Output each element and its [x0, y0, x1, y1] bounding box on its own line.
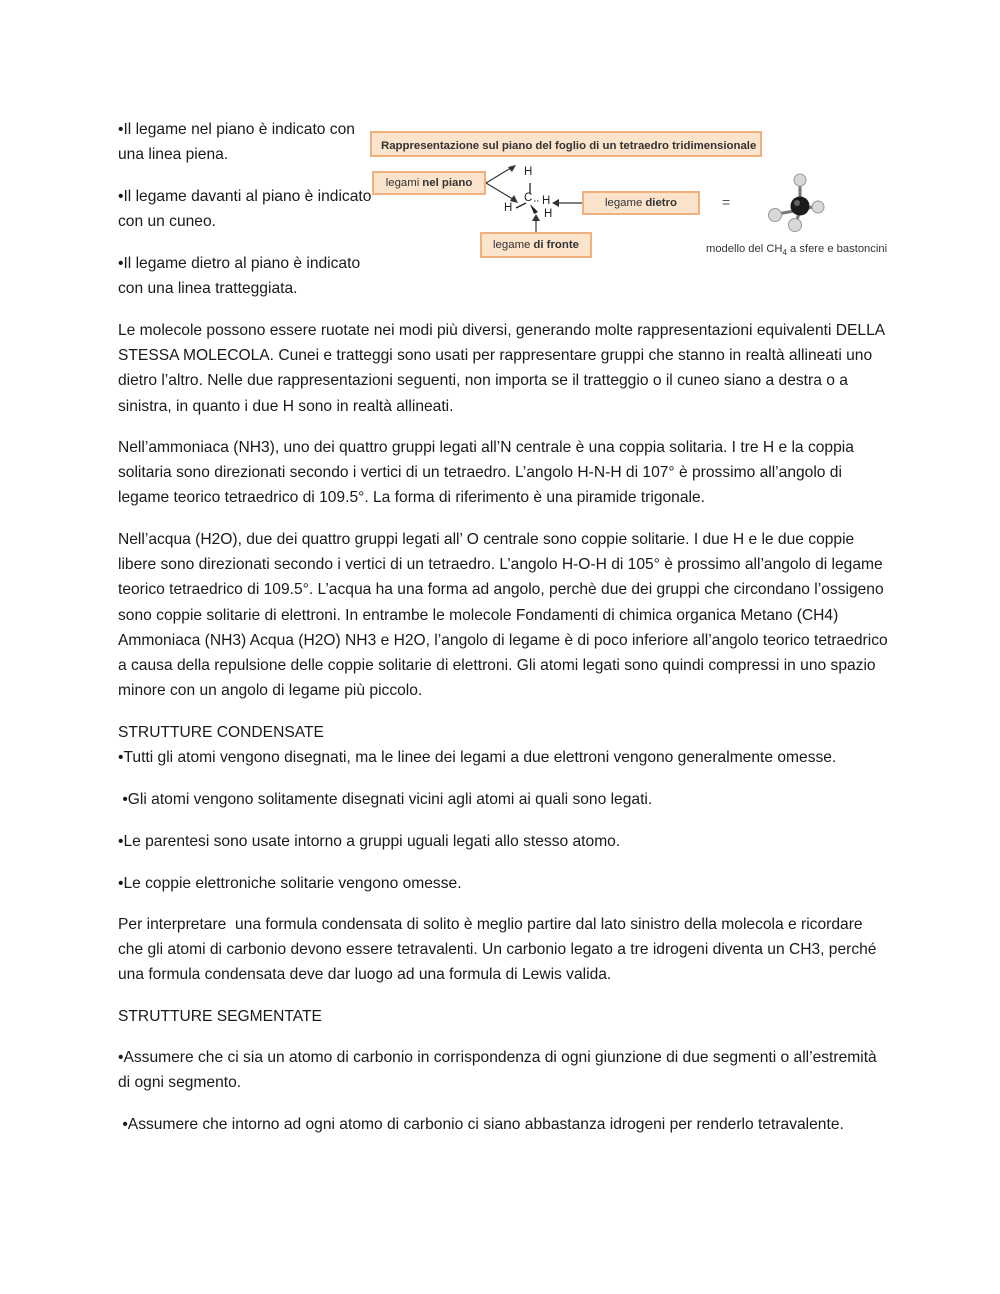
- atom-h-right: H: [542, 195, 551, 207]
- figure-title: Rappresentazione sul piano del foglio di un tetraedro tridimensionale: [381, 140, 757, 152]
- figure-caption: [706, 243, 887, 257]
- equals-sign: =: [722, 194, 731, 210]
- caption-before: modello del CH: [706, 243, 783, 255]
- caption-after: a sfere e bastoncini: [786, 243, 888, 255]
- tetrahedron-figure: [366, 128, 902, 268]
- hydrogen-ball-front: [789, 219, 802, 232]
- arrow-behind-head: [552, 199, 559, 207]
- arrow-front-head: [532, 214, 540, 221]
- segmented-bullet-1: •Assumere che ci sia un atomo di carbonio in corrispondenza di ogni giunzione di due segmenti o all’estremità di ogni segmento.: [118, 1049, 877, 1092]
- paragraph-rotation: Le molecole possono essere ruotate nei modi più diversi, generando molte rappresentazioni equivalenti DELLA STESSA MOLECOLA. Cunei e tratteggi sono usati per rappresentare gruppi che stanno in realtà allineati uno dietro l’altro. Nelle due rappresentazioni seguenti, non importa se il tratteggio o il cuneo siano a destra o a sinistra, in quanto i due H sono in realtà allineati.: [118, 322, 885, 415]
- condensed-bullet-2: •Gli atomi vengono solitamente disegnati vicini agli atomi ai quali sono legati.: [118, 791, 653, 808]
- label-front-bold: di fronte: [533, 239, 579, 251]
- caption-sub: 4: [782, 248, 787, 258]
- condensed-bullet-4: •Le coppie elettroniche solitarie vengono omesse.: [118, 875, 462, 892]
- condensed-bullet-1: •Tutti gli atomi vengono disegnati, ma le linee dei legami a due elettroni vengono generalmente omesse.: [118, 749, 837, 766]
- paragraph-condensed: Per interpretare una formula condensata di solito è meglio partire dal lato sinistro della molecola e ricordare che gli atomi di carbonio devono essere tetravalenti. Un carbonio legato a tre idrogeni diventa un CH3, perché una formula condensata deve dar luogo ad una formula di Lewis valida.: [118, 916, 881, 984]
- heading-condensed: STRUTTURE CONDENSATE: [118, 724, 324, 741]
- heading-segmented: STRUTTURE SEGMENTATE: [118, 1008, 322, 1025]
- condensed-bullet-3: •Le parentesi sono usate intorno a gruppi uguali legati allo stesso atomo.: [118, 833, 621, 850]
- atom-h-left: H: [504, 202, 513, 214]
- label-behind-prefix: legame: [604, 197, 643, 209]
- label-in-plane-prefix: legami: [385, 177, 420, 189]
- hydrogen-ball-left: [769, 209, 782, 222]
- arrow-in-plane: [486, 183, 516, 201]
- bullet-in-plane: •Il legame nel piano è indicato con una linea piena.: [118, 121, 355, 164]
- atom-h-bottom: H: [544, 208, 553, 220]
- atom-h-top: H: [524, 166, 533, 178]
- hydrogen-ball-right: [812, 201, 824, 213]
- bond-wedge: [530, 204, 538, 214]
- carbon-ball-highlight: [794, 200, 800, 206]
- segmented-bullet-2: •Assumere che intorno ad ogni atomo di carbonio ci siano abbastanza idrogeni per renderlo tetravalente.: [118, 1116, 844, 1133]
- atom-c: C: [524, 192, 533, 204]
- label-front-prefix: legame: [493, 239, 531, 251]
- label-in-plane-bold: nel piano: [422, 177, 473, 189]
- paragraph-ammonia: Nell’ammoniaca (NH3), uno dei quattro gruppi legati all’N centrale è una coppia solitaria. I tre H e la coppia solitaria sono direzionati secondo i vertici di un tetraedro. L’angolo H-N-H di 107° è prossimo all’angolo di legame teorico tetraedrico di 109.5°. La forma di riferimento è una piramide trigonale.: [118, 439, 854, 507]
- bullet-front: •Il legame davanti al piano è indicato con un cuneo.: [118, 188, 372, 231]
- hydrogen-ball-top: [794, 174, 806, 186]
- carbon-ball: [791, 197, 810, 216]
- label-behind-bold: dietro: [645, 197, 677, 209]
- bullet-behind: •Il legame dietro al piano è indicato con una linea tratteggiata.: [118, 255, 361, 298]
- paragraph-water: Nell’acqua (H2O), due dei quattro gruppi legati all’ O centrale sono coppie solitarie. I due H e le due coppie libere sono direzionati secondo i vertici di un tetraedro. L’angolo H-O-H di 105° è prossimo all’angolo di legame teorico tetraedrico di 109.5°. L’acqua ha una forma ad angolo, perchè due dei gruppi che circondano l’ossigeno sono coppie solitarie di elettroni. In entrambe le molecole Fondamenti di chimica organica Metano (CH4) Ammoniaca (NH3) Acqua (H2O) NH3 e H2O, l’angolo di legame è di poco inferiore all’angolo teorico tetraedrico a causa della repulsione delle coppie solitarie di elettroni. Gli atomi legati sono quindi compressi in uno spazio minore con un angolo di legame più piccolo.: [118, 531, 888, 700]
- arrow-in-plane-2-head: [508, 165, 516, 172]
